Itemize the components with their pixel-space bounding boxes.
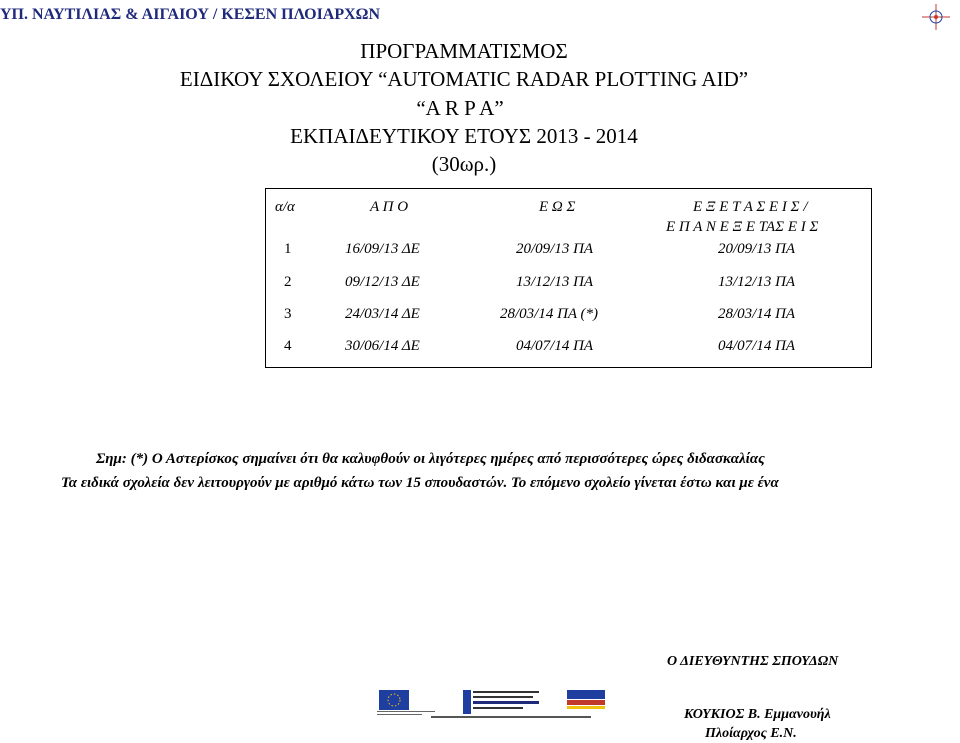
row-exam-date: 28/03/14 ΠΑ [718, 306, 796, 322]
eu-flag-logo-icon [379, 690, 409, 710]
minimum-students-note: Τα ειδικά σχολεία δεν λειτουργούν με αριθμό κάτω των 15 σπουδαστών. Το επόμενο σχολείο γίνεται έστω και με ένα [61, 475, 779, 491]
row-to-date: 20/09/13 ΠΑ [516, 241, 594, 257]
director-title: Ο ΔΙΕΥΘΥΝΤΗΣ ΣΠΟΥΔΩΝ [667, 654, 839, 669]
schedule-table [265, 188, 872, 368]
footer-caption-graphic [431, 715, 591, 720]
row-from-date: 09/12/13 ΔΕ [345, 274, 420, 290]
document-title: ΠΡΟΓΡΑΜΜΑΤΙΣΜΟΣ [360, 39, 568, 63]
row-to-date: 04/07/14 ΠΑ [516, 338, 594, 354]
row-number: 4 [284, 338, 292, 354]
header-aa: α/α [275, 199, 295, 215]
row-to-date: 13/12/13 ΠΑ [516, 274, 594, 290]
ministry-header: ΥΠ. ΝΑΥΤΙΛΙΑΣ & ΑΙΓΑΙΟΥ / ΚΕΣΕΝ ΠΛΟΙΑΡΧΩΝ [0, 6, 381, 23]
row-from-date: 24/03/14 ΔΕ [345, 306, 420, 322]
asterisk-note: Σημ: (*) Ο Αστερίσκος σημαίνει ότι θα καλυφθούν οι λιγότερες ημέρες από περισσότερες ώρες διδασκαλίας [96, 451, 765, 467]
school-acronym: “A R P A” [416, 96, 504, 120]
eu-caption-graphic [377, 710, 437, 716]
header-exams-line1: Ε Ξ Ε Τ Α Σ Ε Ι Σ / [693, 199, 808, 215]
header-exams-line2: Ε Π Α Ν Ε Ξ Ε ΤΑΣ Ε Ι Σ [666, 219, 819, 235]
row-number: 2 [284, 274, 292, 290]
row-number: 3 [284, 306, 292, 322]
row-exam-date: 13/12/13 ΠΑ [718, 274, 796, 290]
row-from-date: 16/09/13 ΔΕ [345, 241, 420, 257]
school-name: ΕΙΔΙΚΟΥ ΣΧΟΛΕΙΟΥ “AUTOMATIC RADAR PLOTTING AID” [179, 67, 749, 91]
row-to-date: 28/03/14 ΠΑ (*) [500, 306, 599, 322]
row-exam-date: 20/09/13 ΠΑ [718, 241, 796, 257]
course-hours: (30ωρ.) [431, 152, 497, 176]
academic-year: ΕΚΠΑΙΔΕΥΤΙΚΟΥ ΕΤΟΥΣ 2013 - 2014 [290, 124, 638, 148]
row-number: 1 [284, 241, 292, 257]
header-from: Α Π Ο [370, 199, 409, 215]
espa-logo-icon [567, 690, 605, 710]
header-to: Ε Ω Σ [539, 199, 576, 215]
education-program-logo-icon [463, 690, 541, 714]
row-from-date: 30/06/14 ΔΕ [345, 338, 420, 354]
compass-logo-icon [916, 2, 956, 32]
row-exam-date: 04/07/14 ΠΑ [718, 338, 796, 354]
director-rank: Πλοίαρχος Ε.Ν. [705, 726, 797, 741]
director-name: ΚΟΥΚΙΟΣ Β. Εμμανουήλ [684, 707, 831, 722]
